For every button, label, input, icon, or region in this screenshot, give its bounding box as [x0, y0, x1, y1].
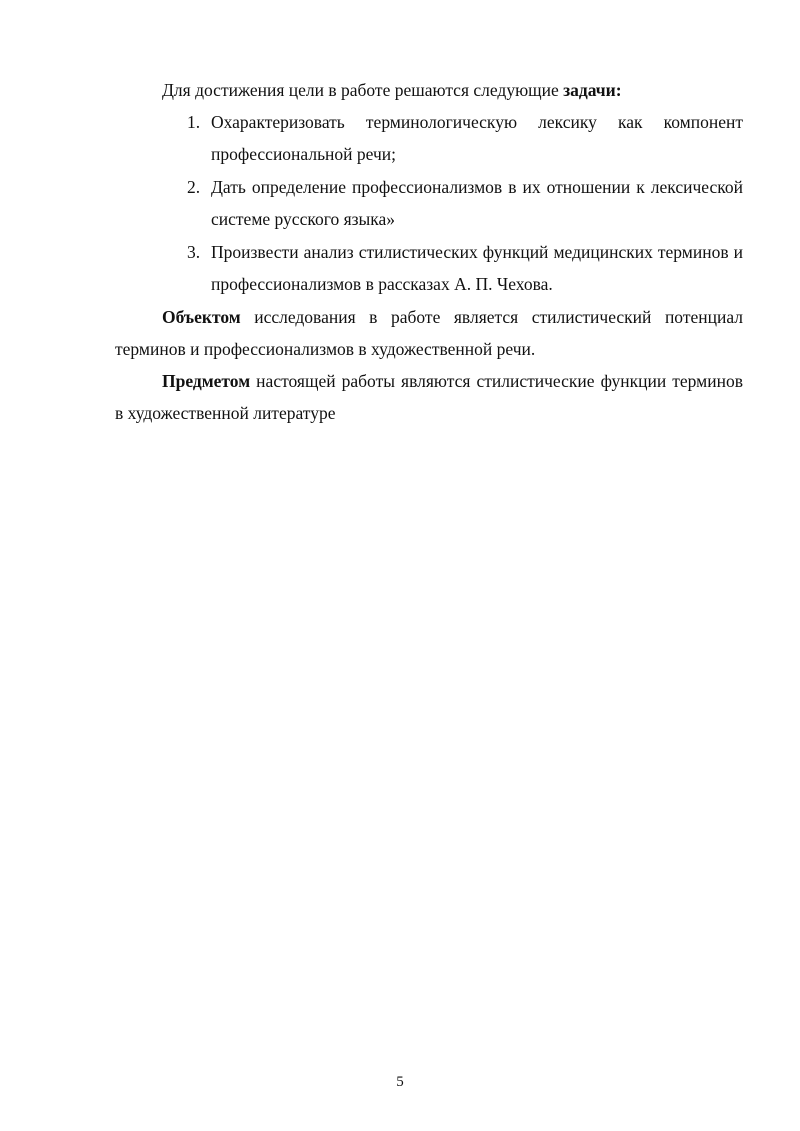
- subject-paragraph: [115, 365, 743, 429]
- task-number: 2.: [187, 177, 201, 197]
- tasks-keyword: задачи: [563, 80, 616, 100]
- task-text: Дать определение профессионализмов в их отношении к лексической системе русского языка»: [211, 177, 743, 229]
- subject-text: настоящей работы являются стилистические функции терминов в художественной литературе: [115, 371, 743, 423]
- subject-keyword: Предметом: [162, 371, 251, 391]
- task-text: Произвести анализ стилистических функций медицинских терминов и профессионализмов в рассказах А. П. Чехова.: [211, 242, 743, 294]
- task-text: Охарактеризовать терминологическую лексику как компонент профессиональной речи;: [211, 112, 743, 164]
- tasks-list: [115, 106, 743, 300]
- task-number: 1.: [187, 112, 201, 132]
- page-number: 5: [396, 1074, 404, 1090]
- task-item-1: [187, 106, 743, 170]
- task-item-3: [187, 236, 743, 300]
- page-content: [115, 74, 743, 429]
- task-item-2: [187, 171, 743, 235]
- object-text: исследования в работе является стилистический потенциал терминов и профессионализмов в художественной речи.: [115, 307, 743, 359]
- object-paragraph: [115, 301, 743, 365]
- intro-paragraph: [115, 74, 743, 106]
- intro-colon: :: [615, 80, 622, 100]
- intro-text: Для достижения цели в работе решаются следующие: [162, 80, 564, 100]
- task-number: 3.: [187, 242, 201, 262]
- object-keyword: Объектом: [162, 307, 241, 327]
